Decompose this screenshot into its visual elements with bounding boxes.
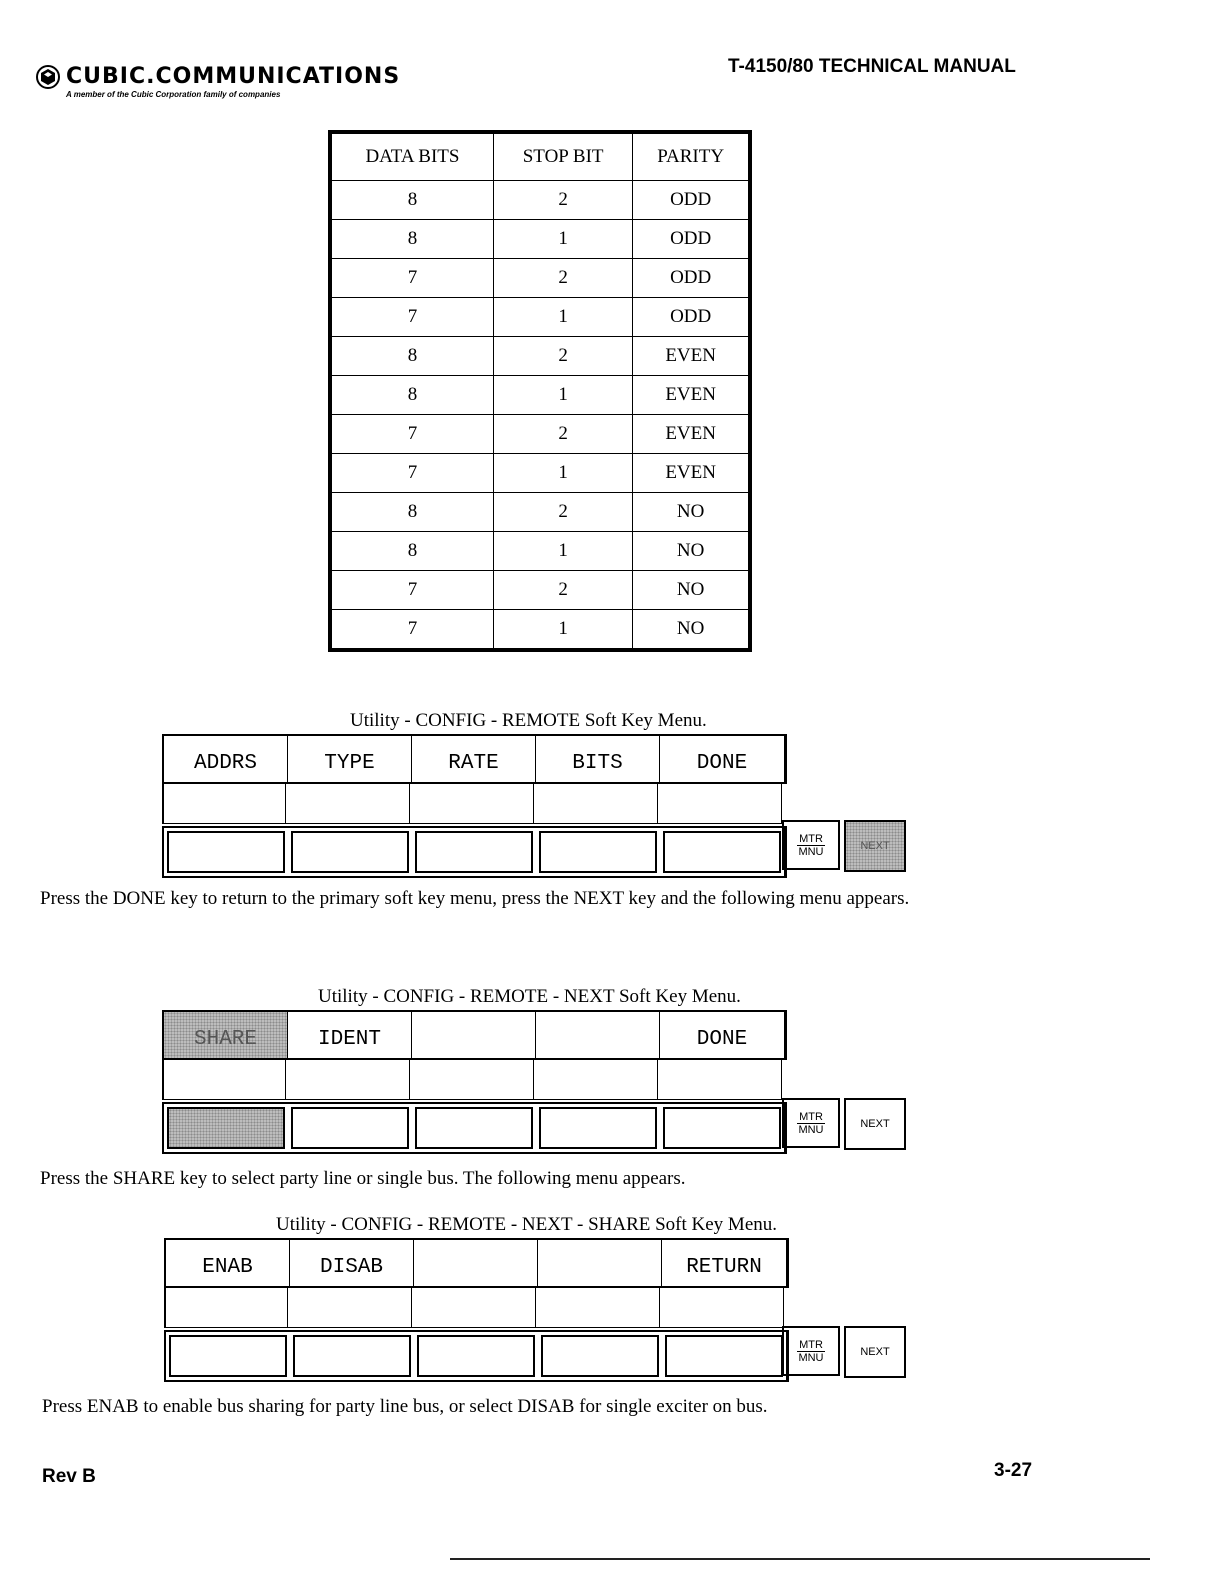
table-cell: 2 (493, 571, 632, 610)
table-cell: 2 (493, 337, 632, 376)
table-row (332, 259, 749, 298)
table-cell: EVEN (633, 376, 749, 415)
table-cell: 1 (493, 220, 632, 259)
soft-key-button-5[interactable] (663, 1107, 781, 1149)
spacer-cell (658, 782, 782, 824)
table-cell: ODD (633, 259, 749, 298)
meter-menu-button[interactable] (782, 1098, 840, 1148)
menu3-caption: Utility - CONFIG - REMOTE - NEXT - SHARE Soft Key Menu. (276, 1214, 778, 1235)
company-brand (36, 64, 400, 99)
company-tagline: A member of the Cubic Corporation family of companies (66, 90, 281, 99)
spacer-cell (534, 1058, 658, 1100)
table-cell: NO (633, 610, 749, 649)
mnu-label: MNU (798, 1123, 824, 1136)
soft-key-type[interactable]: TYPE (288, 736, 412, 782)
spacer-cell (410, 782, 534, 824)
spacer-cell (162, 782, 286, 824)
table-row (332, 454, 749, 493)
table-cell: 8 (332, 337, 494, 376)
table-cell: ODD (633, 298, 749, 337)
soft-key-button-1[interactable] (167, 1107, 285, 1149)
soft-key-spacer-row (164, 1286, 784, 1328)
mnu-label: MNU (798, 845, 824, 858)
table-cell: 7 (332, 571, 494, 610)
table-cell: 8 (332, 532, 494, 571)
table-cell: 7 (332, 298, 494, 337)
spacer-cell (412, 1286, 536, 1328)
spacer-cell (162, 1058, 286, 1100)
mtr-label: MTR (799, 1338, 823, 1351)
table-row (332, 610, 749, 649)
soft-key-blank-4[interactable] (538, 1240, 662, 1286)
column-header: STOP BIT (493, 134, 632, 181)
table-cell: EVEN (633, 415, 749, 454)
soft-key-bits[interactable]: BITS (536, 736, 660, 782)
manual-title: T-4150/80 TECHNICAL MANUAL (728, 56, 1016, 77)
soft-key-button-row (162, 1102, 787, 1154)
spacer-cell (164, 1286, 288, 1328)
table-row (332, 376, 749, 415)
spacer-cell (534, 782, 658, 824)
soft-key-label-row (162, 734, 787, 784)
table-cell: 8 (332, 376, 494, 415)
table-row (332, 337, 749, 376)
table-cell: 8 (332, 181, 494, 220)
menu1-caption: Utility - CONFIG - REMOTE Soft Key Menu. (350, 710, 707, 731)
table-cell: NO (633, 532, 749, 571)
table-cell: 7 (332, 415, 494, 454)
soft-key-button-5[interactable] (663, 831, 781, 873)
soft-key-blank-4[interactable] (536, 1012, 660, 1058)
soft-key-button-3[interactable] (415, 1107, 533, 1149)
soft-key-return[interactable]: RETURN (686, 1255, 762, 1279)
soft-key-label-row (162, 1010, 787, 1060)
soft-key-button-1[interactable] (167, 831, 285, 873)
spacer-cell (410, 1058, 534, 1100)
table-row (332, 220, 749, 259)
instruction-text-1: Press the DONE key to return to the primary soft key menu, press the NEXT key and the following menu appears. (40, 888, 910, 909)
table-cell: 7 (332, 610, 494, 649)
table-cell: 8 (332, 220, 494, 259)
column-header: DATA BITS (332, 134, 494, 181)
table-row (332, 532, 749, 571)
soft-key-rate[interactable]: RATE (412, 736, 536, 782)
table-cell: 2 (493, 259, 632, 298)
soft-key-button-4[interactable] (539, 831, 657, 873)
table-row (332, 298, 749, 337)
soft-key-addrs[interactable]: ADDRS (164, 736, 288, 782)
table-cell: 8 (332, 493, 494, 532)
menu2-caption: Utility - CONFIG - REMOTE - NEXT Soft Key Menu. (318, 986, 741, 1007)
spacer-cell (536, 1286, 660, 1328)
soft-key-done[interactable]: DONE (696, 751, 748, 775)
meter-menu-button[interactable] (782, 820, 840, 870)
table-cell: EVEN (633, 454, 749, 493)
soft-key-button-4[interactable] (541, 1335, 659, 1377)
soft-key-blank-3[interactable] (412, 1012, 536, 1058)
table-cell: NO (633, 571, 749, 610)
soft-key-button-2[interactable] (291, 831, 409, 873)
mnu-label: MNU (798, 1351, 824, 1364)
table-cell: 1 (493, 454, 632, 493)
soft-key-ident[interactable]: IDENT (288, 1012, 412, 1058)
cubic-logo-icon (36, 65, 60, 89)
spacer-cell (288, 1286, 412, 1328)
mtr-label: MTR (799, 832, 823, 845)
company-name: CUBIC.COMMUNICATIONS (66, 64, 401, 89)
table-cell: 7 (332, 259, 494, 298)
table-header-row (332, 134, 749, 181)
page-bottom-rule (450, 1558, 1150, 1560)
soft-key-done[interactable]: DONE (696, 1027, 748, 1051)
table-cell: 1 (493, 376, 632, 415)
table-cell: ODD (633, 181, 749, 220)
table-cell: NO (633, 493, 749, 532)
table-cell: 2 (493, 415, 632, 454)
table-row (332, 181, 749, 220)
soft-key-button-row (164, 1330, 789, 1382)
meter-menu-button[interactable] (782, 1326, 840, 1376)
table-cell: 7 (332, 454, 494, 493)
soft-key-button-2[interactable] (291, 1107, 409, 1149)
table-cell: 1 (493, 610, 632, 649)
table-row (332, 415, 749, 454)
mtr-label: MTR (799, 1110, 823, 1123)
table-cell: EVEN (633, 337, 749, 376)
next-button[interactable]: NEXT (844, 1098, 906, 1150)
table-cell: 2 (493, 181, 632, 220)
spacer-cell (286, 1058, 410, 1100)
soft-key-enab[interactable]: ENAB (166, 1240, 290, 1286)
next-button[interactable]: NEXT (844, 1326, 906, 1378)
table-row (332, 493, 749, 532)
soft-key-button-row (162, 826, 787, 878)
soft-key-blank-3[interactable] (414, 1240, 538, 1286)
page-number: 3-27 (994, 1460, 1033, 1481)
table-cell: 1 (493, 532, 632, 571)
soft-key-button-5[interactable] (665, 1335, 783, 1377)
soft-key-button-4[interactable] (539, 1107, 657, 1149)
table-cell: 2 (493, 493, 632, 532)
table-cell: 1 (493, 298, 632, 337)
spacer-cell (660, 1286, 784, 1328)
table-row (332, 571, 749, 610)
soft-key-label-row (164, 1238, 789, 1288)
next-button[interactable]: NEXT (844, 820, 906, 872)
instruction-text-3: Press ENAB to enable bus sharing for party line bus, or select DISAB for single exciter on bus. (42, 1396, 768, 1417)
soft-key-button-2[interactable] (293, 1335, 411, 1377)
soft-key-spacer-row (162, 1058, 782, 1100)
spacer-cell (286, 782, 410, 824)
soft-key-button-3[interactable] (415, 831, 533, 873)
column-header: PARITY (633, 134, 749, 181)
instruction-text-2: Press the SHARE key to select party line or single bus. The following menu appears. (40, 1168, 686, 1189)
table-cell: ODD (633, 220, 749, 259)
soft-key-spacer-row (162, 782, 782, 824)
data-format-table (328, 130, 752, 652)
soft-key-button-3[interactable] (417, 1335, 535, 1377)
spacer-cell (658, 1058, 782, 1100)
revision-label: Rev B (42, 1466, 96, 1487)
soft-key-button-1[interactable] (169, 1335, 287, 1377)
soft-key-share[interactable]: SHARE (164, 1012, 288, 1058)
soft-key-disab[interactable]: DISAB (290, 1240, 414, 1286)
